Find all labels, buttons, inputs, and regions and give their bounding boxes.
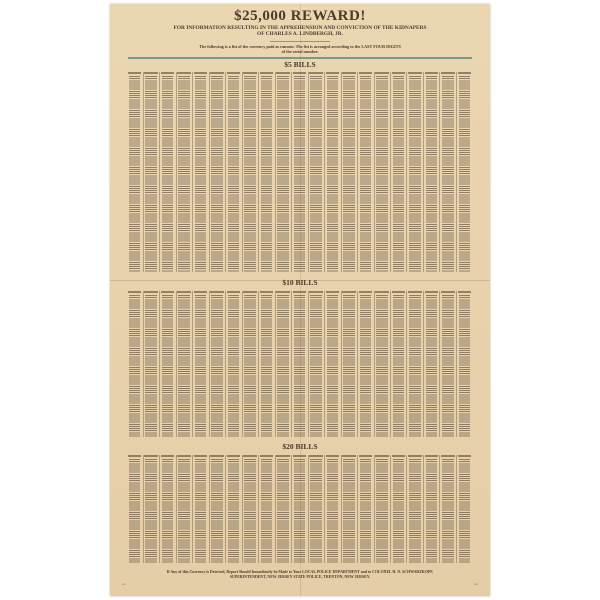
serial-number-list <box>343 295 354 437</box>
serial-number-column <box>275 455 291 563</box>
serial-number-column <box>358 72 374 272</box>
serial-number-list <box>261 459 272 563</box>
serial-number-column <box>242 72 258 272</box>
serial-number-column <box>226 291 242 437</box>
serial-number-list <box>426 459 437 563</box>
serial-number-list <box>343 459 354 563</box>
serial-number-column <box>193 455 209 563</box>
serial-number-list <box>327 76 338 272</box>
column-header-mark <box>408 72 421 74</box>
ten-dollar-serial-table <box>127 291 473 437</box>
serial-number-column <box>209 455 225 563</box>
column-header-mark <box>227 291 240 293</box>
column-header-mark <box>177 291 190 293</box>
column-header-mark <box>441 72 454 74</box>
serial-number-column <box>209 72 225 272</box>
serial-number-list <box>178 76 189 272</box>
serial-number-column <box>127 72 143 272</box>
serial-number-column <box>160 291 176 437</box>
column-header-mark <box>210 455 223 457</box>
serial-number-list <box>162 459 173 563</box>
serial-number-list <box>211 76 222 272</box>
serial-number-column <box>259 455 275 563</box>
column-header-mark <box>342 291 355 293</box>
column-header-mark <box>309 455 322 457</box>
serial-number-list <box>162 295 173 437</box>
serial-number-column <box>341 455 357 563</box>
serial-number-list <box>178 459 189 563</box>
serial-number-column <box>193 72 209 272</box>
serial-number-column <box>325 455 341 563</box>
column-header-mark <box>458 455 471 457</box>
serial-number-list <box>178 295 189 437</box>
column-header-mark <box>293 291 306 293</box>
serial-number-column <box>391 291 407 437</box>
serial-number-list <box>129 76 140 272</box>
serial-number-column <box>242 455 258 563</box>
serial-number-column <box>176 455 192 563</box>
serial-number-list <box>409 459 420 563</box>
serial-number-list <box>228 295 239 437</box>
serial-number-column <box>424 455 440 563</box>
serial-number-column <box>160 455 176 563</box>
serial-number-list <box>343 76 354 272</box>
column-header-mark <box>342 72 355 74</box>
serial-number-list <box>244 459 255 563</box>
footer-line-2: SUPERINTENDENT, NEW JERSEY STATE POLICE, TRENTON, NEW JERSEY. <box>229 574 371 579</box>
serial-number-column <box>358 291 374 437</box>
serial-number-list <box>360 295 371 437</box>
serial-number-list <box>195 295 206 437</box>
column-header-mark <box>161 291 174 293</box>
column-header-mark <box>227 72 240 74</box>
serial-number-list <box>310 295 321 437</box>
serial-number-list <box>228 459 239 563</box>
serial-number-list <box>129 295 140 437</box>
column-header-mark <box>425 455 438 457</box>
column-header-mark <box>441 455 454 457</box>
column-header-mark <box>326 291 339 293</box>
serial-number-list <box>261 76 272 272</box>
serial-number-column <box>292 291 308 437</box>
serial-number-list <box>244 295 255 437</box>
column-header-mark <box>243 72 256 74</box>
column-header-mark <box>408 455 421 457</box>
column-header-mark <box>326 455 339 457</box>
serial-number-column <box>127 455 143 563</box>
column-header-mark <box>194 455 207 457</box>
serial-number-list <box>211 459 222 563</box>
serial-number-column <box>391 455 407 563</box>
intro-line-2: of the serial number. <box>281 49 319 54</box>
serial-number-column <box>143 72 159 272</box>
column-header-mark <box>408 291 421 293</box>
column-header-mark <box>210 291 223 293</box>
twenty-dollar-serial-table <box>127 455 473 563</box>
serial-number-column <box>440 455 456 563</box>
serial-number-list <box>376 459 387 563</box>
ten-dollar-heading: $10 BILLS <box>282 278 318 287</box>
serial-number-list <box>442 295 453 437</box>
reward-poster <box>110 4 490 596</box>
column-header-mark <box>128 72 141 74</box>
serial-number-list <box>459 76 470 272</box>
serial-number-column <box>160 72 176 272</box>
serial-number-column <box>407 291 423 437</box>
serial-number-column <box>341 72 357 272</box>
serial-number-list <box>294 295 305 437</box>
twenty-dollar-heading: $20 BILLS <box>282 442 318 451</box>
column-header-mark <box>194 72 207 74</box>
serial-number-list <box>195 76 206 272</box>
column-header-mark <box>458 72 471 74</box>
poster-subtitle <box>120 25 480 38</box>
serial-number-list <box>409 295 420 437</box>
serial-number-column <box>374 291 390 437</box>
column-header-mark <box>144 455 157 457</box>
serial-number-column <box>226 455 242 563</box>
green-rule <box>128 57 472 59</box>
serial-number-column <box>193 291 209 437</box>
column-header-mark <box>392 291 405 293</box>
serial-number-list <box>393 459 404 563</box>
serial-number-column <box>292 455 308 563</box>
serial-number-column <box>275 72 291 272</box>
serial-number-list <box>294 76 305 272</box>
serial-number-column <box>374 455 390 563</box>
serial-number-list <box>393 76 404 272</box>
serial-number-column <box>358 455 374 563</box>
column-header-mark <box>243 291 256 293</box>
column-header-mark <box>276 72 289 74</box>
serial-number-list <box>145 459 156 563</box>
column-header-mark <box>177 72 190 74</box>
column-header-mark <box>128 291 141 293</box>
five-dollar-serial-table <box>127 72 473 272</box>
column-header-mark <box>359 291 372 293</box>
column-header-mark <box>425 72 438 74</box>
column-header-mark <box>177 455 190 457</box>
column-header-mark <box>161 455 174 457</box>
serial-number-column <box>374 72 390 272</box>
serial-number-column <box>424 72 440 272</box>
column-header-mark <box>210 72 223 74</box>
serial-number-column <box>308 72 324 272</box>
column-header-mark <box>326 72 339 74</box>
serial-number-column <box>325 72 341 272</box>
serial-number-list <box>459 459 470 563</box>
column-header-mark <box>392 72 405 74</box>
serial-number-list <box>244 76 255 272</box>
serial-number-column <box>209 291 225 437</box>
serial-number-list <box>459 295 470 437</box>
serial-number-column <box>424 291 440 437</box>
column-header-mark <box>194 291 207 293</box>
serial-number-column <box>292 72 308 272</box>
serial-number-column <box>457 291 473 437</box>
footer-line-1: If Any of this Currency is Detected, Report Should Immediately be Made to Your LOCAL POLICE DEPARTMENT and to COLONEL H. N. SCHWARZKOPF, <box>166 570 434 574</box>
serial-number-list <box>162 76 173 272</box>
serial-number-list <box>426 76 437 272</box>
column-header-mark <box>260 291 273 293</box>
serial-number-column <box>242 291 258 437</box>
serial-number-list <box>310 76 321 272</box>
serial-number-list <box>261 295 272 437</box>
serial-number-column <box>143 455 159 563</box>
column-header-mark <box>375 291 388 293</box>
column-header-mark <box>441 291 454 293</box>
column-header-mark <box>293 72 306 74</box>
serial-number-list <box>442 459 453 563</box>
column-header-mark <box>425 291 438 293</box>
column-header-mark <box>243 455 256 457</box>
serial-number-list <box>277 459 288 563</box>
serial-number-column <box>457 72 473 272</box>
serial-number-list <box>327 295 338 437</box>
serial-number-list <box>310 459 321 563</box>
serial-number-list <box>294 459 305 563</box>
serial-number-column <box>259 291 275 437</box>
column-header-mark <box>227 455 240 457</box>
serial-number-column <box>325 291 341 437</box>
serial-number-list <box>376 76 387 272</box>
serial-number-list <box>393 295 404 437</box>
subtitle-line-1: FOR INFORMATION RESULTING IN THE APPREHENSION AND CONVICTION OF THE KIDNAPERS <box>173 25 427 31</box>
serial-number-column <box>308 291 324 437</box>
serial-number-list <box>277 76 288 272</box>
column-header-mark <box>342 455 355 457</box>
serial-number-column <box>143 291 159 437</box>
serial-number-list <box>145 76 156 272</box>
column-header-mark <box>375 455 388 457</box>
poster-footer <box>124 570 476 580</box>
column-header-mark <box>359 72 372 74</box>
serial-number-column <box>308 455 324 563</box>
column-header-mark <box>276 291 289 293</box>
column-header-mark <box>309 291 322 293</box>
serial-number-list <box>360 459 371 563</box>
serial-number-list <box>277 295 288 437</box>
serial-number-list <box>211 295 222 437</box>
serial-number-list <box>442 76 453 272</box>
serial-number-list <box>327 459 338 563</box>
column-header-mark <box>293 455 306 457</box>
serial-number-column <box>127 291 143 437</box>
serial-number-column <box>457 455 473 563</box>
serial-number-column <box>391 72 407 272</box>
column-header-mark <box>144 291 157 293</box>
serial-number-list <box>145 295 156 437</box>
serial-number-list <box>426 295 437 437</box>
printer-mark-left: ▪▪▪ <box>122 582 126 586</box>
column-header-mark <box>375 72 388 74</box>
serial-number-list <box>409 76 420 272</box>
subtitle-line-2: OF CHARLES A. LINDBERGH, JR. <box>257 31 343 38</box>
column-header-mark <box>458 291 471 293</box>
title-divider <box>270 41 330 42</box>
serial-number-column <box>275 291 291 437</box>
serial-number-column <box>407 455 423 563</box>
serial-number-list <box>360 76 371 272</box>
intro-text <box>130 44 470 54</box>
serial-number-column <box>259 72 275 272</box>
printer-mark-right: ▪▪▪▪ <box>473 582 478 586</box>
column-header-mark <box>359 455 372 457</box>
serial-number-column <box>341 291 357 437</box>
column-header-mark <box>128 455 141 457</box>
poster-title: $25,000 REWARD! <box>234 8 366 24</box>
column-header-mark <box>161 72 174 74</box>
column-header-mark <box>260 72 273 74</box>
serial-number-column <box>440 291 456 437</box>
serial-number-column <box>440 72 456 272</box>
serial-number-list <box>129 459 140 563</box>
column-header-mark <box>309 72 322 74</box>
serial-number-column <box>407 72 423 272</box>
serial-number-column <box>226 72 242 272</box>
column-header-mark <box>392 455 405 457</box>
intro-line-1: The following is a list of the currency paid as ransom. The list is arranged according to the LAST FOUR DIGITS <box>199 44 401 49</box>
column-header-mark <box>276 455 289 457</box>
serial-number-list <box>376 295 387 437</box>
serial-number-list <box>195 459 206 563</box>
column-header-mark <box>144 72 157 74</box>
serial-number-list <box>228 76 239 272</box>
column-header-mark <box>260 455 273 457</box>
serial-number-column <box>176 72 192 272</box>
five-dollar-heading: $5 BILLS <box>284 60 316 69</box>
serial-number-column <box>176 291 192 437</box>
